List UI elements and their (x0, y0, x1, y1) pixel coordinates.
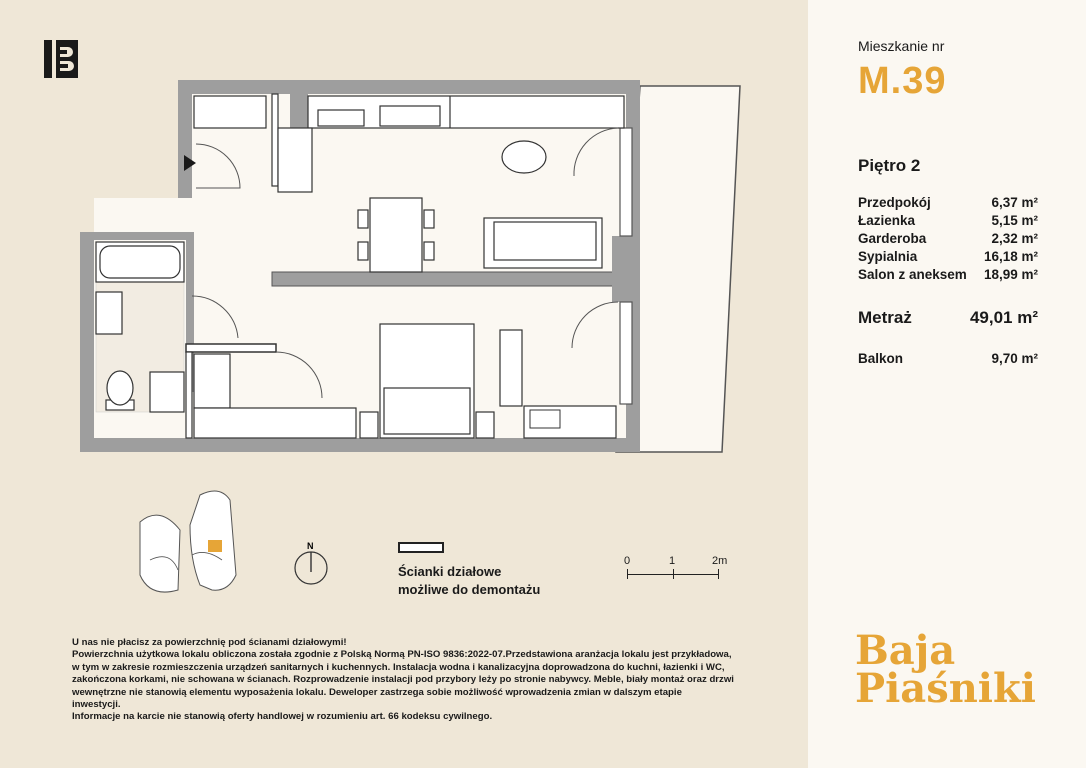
scale-label-0: 0 (624, 555, 631, 567)
total-area-label: Metraż (858, 308, 912, 327)
floor-label: Piętro 2 (858, 156, 921, 175)
total-area (858, 308, 1038, 328)
unit-label: Mieszkanie nr (858, 38, 945, 54)
sofa (484, 218, 602, 268)
room-row: Łazienka 5,15 m² (858, 213, 1038, 228)
room-row: Garderoba 2,32 m² (858, 231, 1038, 246)
scale-bar (622, 555, 732, 595)
disclaimer-notes: U nas nie płacisz za powierzchnię pod ścianami działowymi! Powierzchnia użytkowa lokalu obliczona została zgodnie z Polską Normą PN-ISO 9836:2022-07.Przedstawiona aranżacja lokalu jest przykładowa, w tym w zakresie rozmieszczenia urządzeń sanitarnych i kuchennych. Instalacja wodna i kanalizacyjna doprowadzona do kuchni, łazienki i WC, zakończona korkami, nie schowana w ścianach. Rozprowadzenie instalacji pod przybory leży po stronie nabywcy. Meble, biały montaż oraz drzwi wewnętrzne nie stanowią elementu wyposażenia lokalu. Deweloper zastrzega sobie możliwość wprowadzenia zmian w dalszym etapie inwestycji. Informacje na karcie nie stanowią oferty handlowej w rozumieniu art. 66 kodeksu cywilnego. (72, 637, 734, 723)
site-key-plan (140, 491, 236, 592)
total-area-value: 49,01 m² (969, 308, 1038, 327)
balcony-label: Balkon (858, 351, 904, 366)
compass-north-label: N (307, 541, 314, 551)
bathtub (96, 242, 184, 282)
coffee-table (502, 141, 546, 173)
unit-number: M.39 (858, 60, 947, 102)
scale-label-2: 2m (712, 555, 728, 567)
partition-legend-icon (398, 542, 444, 553)
bedroom-wardrobe (194, 354, 230, 408)
toilet (106, 371, 134, 410)
balcony-value: 9,70 m² (991, 351, 1038, 366)
room-row: Przedpokój 6,37 m² (858, 195, 1038, 210)
bed (380, 324, 474, 438)
brand-logo: Baja Piaśniki (855, 627, 1036, 712)
kitchen-counter (308, 96, 624, 128)
room-row: Sypialnia 16,18 m² (858, 249, 1038, 264)
room-list (858, 194, 1038, 284)
scale-label-1: 1 (669, 555, 676, 567)
room-row: Salon z aneksem 18,99 m² (858, 267, 1038, 282)
legend (398, 542, 540, 599)
balcony-area-row (858, 351, 1038, 366)
legend-text: Ścianki działowe możliwe do demontażu (398, 564, 541, 597)
bathroom-sink (96, 292, 122, 334)
